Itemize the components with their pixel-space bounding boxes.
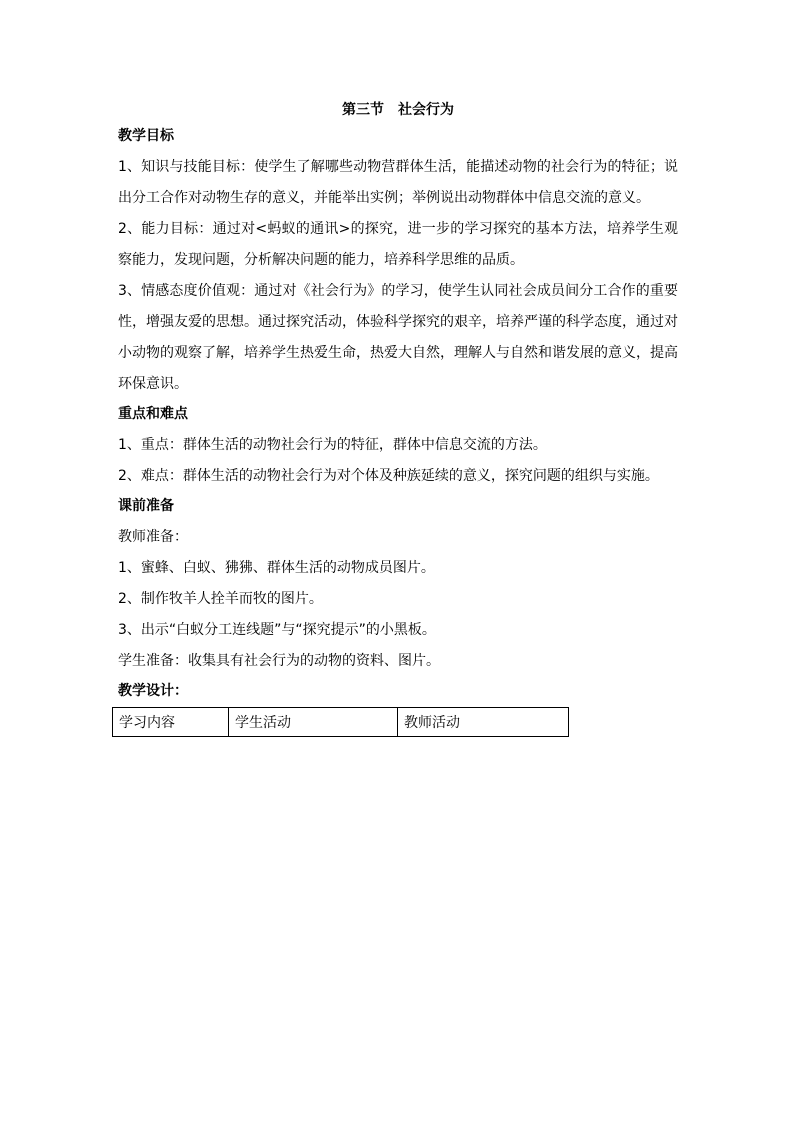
paragraph: 1、重点：群体生活的动物社会行为的特征，群体中信息交流的方法。 [118,437,547,453]
section-key-points [118,404,678,492]
section-teaching-goals [118,126,678,400]
table-header-row [113,708,569,737]
page-title: 第三节 社会行为 [342,102,454,118]
paragraph: 教师准备： [118,529,188,545]
section-heading: 教学设计： [118,683,188,699]
paragraph: 3、出示“白蚁分工连线题”与“探究提示”的小黑板。 [118,622,436,638]
paragraph: 2、难点：群体生活的动物社会行为对个体及种族延续的意义，探究问题的组织与实施。 [118,468,659,484]
section-teaching-design [118,681,678,737]
paragraph: 2、制作牧羊人拴羊而牧的图片。 [118,591,323,607]
section-heading: 教学目标 [118,128,174,144]
paragraph: 1、蜜蜂、白蚁、狒狒、群体生活的动物成员图片。 [118,560,435,576]
paragraph: 2、能力目标：通过对<蚂蚁的通讯>的探究，进一步的学习探究的基本方法，培养学生观察能力，发现问题，分析解决问题的能力，培养科学思维的品质。 [118,221,678,268]
table-header-cell: 教师活动 [398,708,569,737]
section-heading: 重点和难点 [118,406,188,422]
paragraph: 1、知识与技能目标：使学生了解哪些动物营群体生活，能描述动物的社会行为的特征；说出分工合作对动物生存的意义，并能举出实例；举例说出动物群体中信息交流的意义。 [118,159,678,206]
section-preparation [118,496,678,677]
document-page [118,100,678,737]
design-table [112,707,569,737]
paragraph: 学生准备：收集具有社会行为的动物的资料、图片。 [118,653,440,669]
table-header-cell: 学习内容 [113,708,229,737]
paragraph: 3、情感态度价值观：通过对《社会行为》的学习，使学生认同社会成员间分工合作的重要性，增强友爱的思想。通过探究活动，体验科学探究的艰辛，培养严谨的科学态度，通过对小动物的观察了解，培养学生热爱生命，热爱大自然，理解人与自然和谐发展的意义，提高环保意识。 [118,283,678,392]
section-heading: 课前准备 [118,498,174,514]
table-header-cell: 学生活动 [229,708,398,737]
